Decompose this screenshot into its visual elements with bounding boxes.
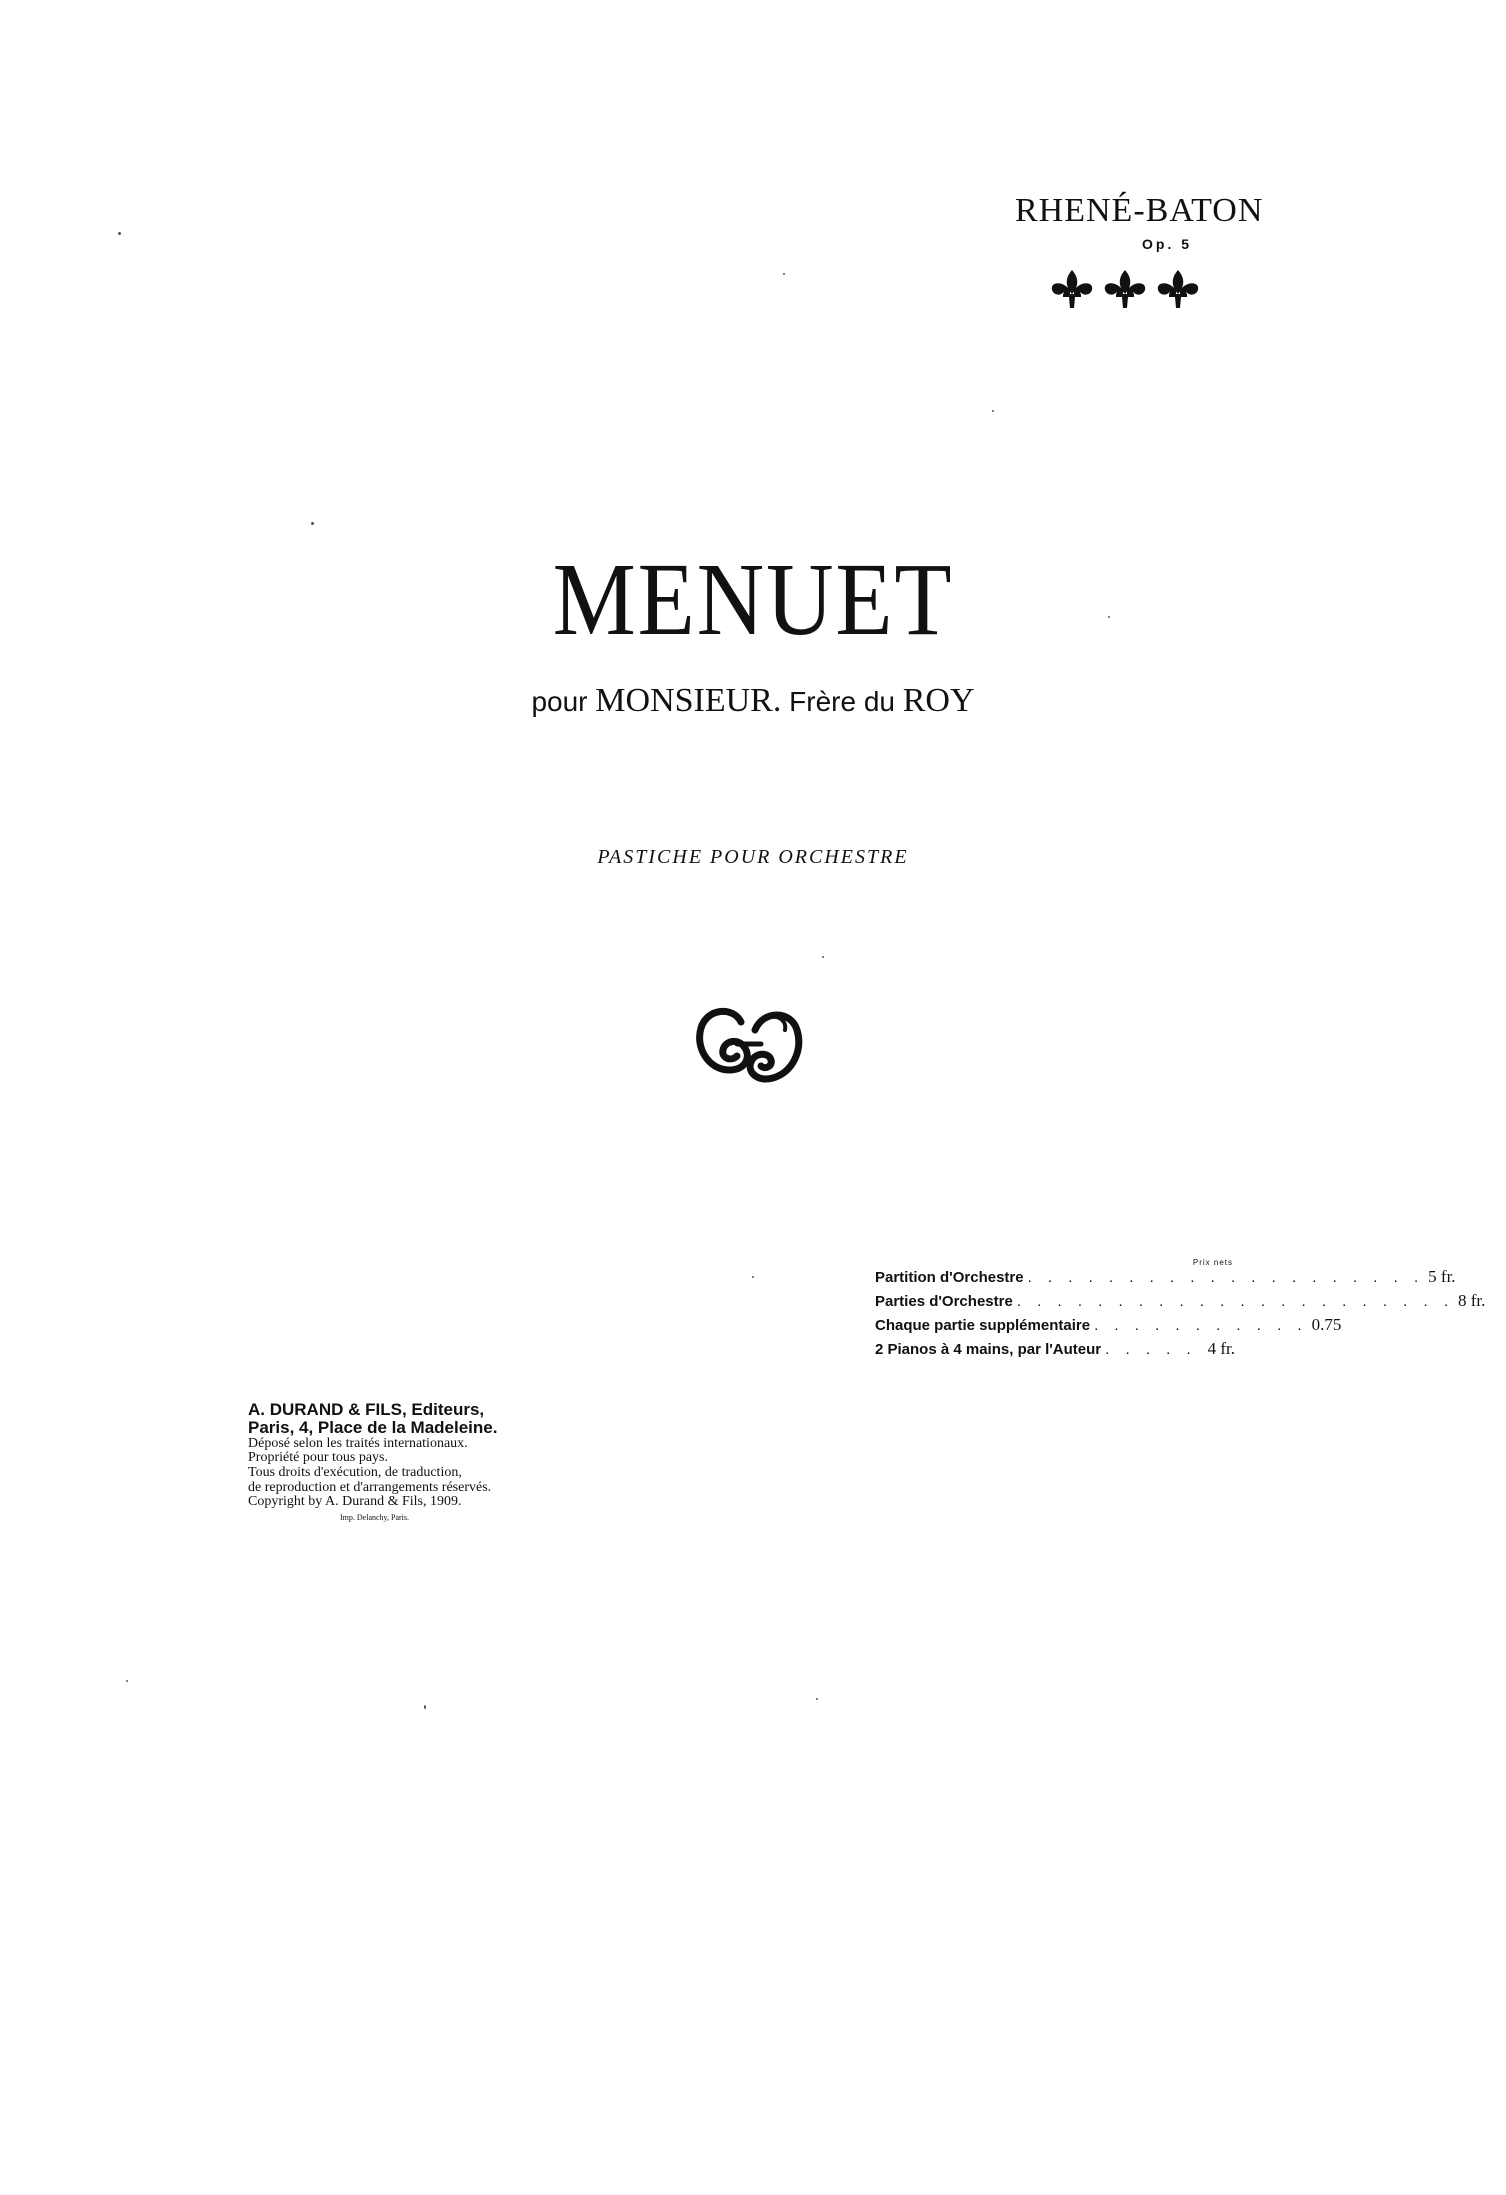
fleur-de-lis-ornament [1050, 262, 1200, 322]
page-title: MENUET [552, 542, 954, 657]
dedication [0, 682, 1506, 720]
price-value: 5 fr. [1428, 1267, 1456, 1286]
scan-speck [752, 1276, 754, 1278]
opus-number: Op. 5 [1142, 236, 1193, 252]
price-label: Parties d'Orchestre [875, 1293, 1013, 1310]
scan-speck [424, 1705, 426, 1709]
price-row [875, 1267, 1456, 1291]
price-label: 2 Pianos à 4 mains, par l'Auteur [875, 1341, 1102, 1358]
dedication-roy: ROY [902, 682, 975, 719]
scan-speck [822, 956, 824, 958]
price-row [875, 1291, 1486, 1315]
price-label: Partition d'Orchestre [875, 1269, 1024, 1286]
publisher-block [248, 1401, 497, 1523]
price-value: 0.75 [1311, 1315, 1342, 1334]
publisher-address: Paris, 4, Place de la Madeleine. [248, 1417, 498, 1437]
price-leader-dots: . . . . . . . . . . . [1094, 1317, 1308, 1334]
legal-notice: Propriété pour tous pays. [248, 1450, 388, 1466]
price-value: 8 fr. [1458, 1291, 1486, 1310]
price-leader-dots: . . . . . . . . . . . . . . . . . . . . . . [1016, 1293, 1455, 1310]
legal-notice: de reproduction et d'arrangements réservés. [248, 1479, 492, 1495]
fleur-de-lis-icon [1052, 270, 1092, 308]
legal-notice: Tous droits d'exécution, de traduction, [248, 1465, 462, 1481]
scan-speck [992, 410, 994, 412]
price-leader-dots: . . . . . . . . . . . . . . . . . . . . [1027, 1269, 1425, 1286]
legal-notice: Déposé selon les traités internationaux. [248, 1435, 468, 1451]
dedication-frere: Frère du [789, 686, 895, 717]
price-list [875, 1258, 1486, 1363]
dedication-monsieur: MONSIEUR. [595, 682, 782, 719]
fleur-de-lis-icon [1105, 270, 1145, 308]
publisher-name: A. DURAND & FILS, Editeurs, [248, 1400, 485, 1419]
price-label: Chaque partie supplémentaire [875, 1317, 1091, 1334]
printer-imprint: Imp. Delanchy, Paris. [340, 1513, 410, 1523]
price-row [875, 1315, 1342, 1339]
price-value: 4 fr. [1207, 1339, 1235, 1358]
work-description: PASTICHE POUR ORCHESTRE [597, 846, 909, 868]
copyright-notice: Copyright by A. Durand & Fils, 1909. [248, 1494, 462, 1510]
scan-speck [126, 1680, 128, 1682]
dedication-pour: pour [531, 686, 588, 717]
publisher-monogram-icon [693, 1000, 805, 1086]
scan-speck [311, 522, 314, 525]
scan-speck [783, 273, 785, 275]
scan-speck [118, 232, 121, 235]
scan-speck [1108, 616, 1110, 618]
price-row [875, 1339, 1235, 1363]
fleur-de-lis-icon [1158, 270, 1198, 308]
price-leader-dots: . . . . . [1105, 1341, 1197, 1358]
price-list-header: Prix nets [1192, 1258, 1233, 1267]
scan-speck [816, 1698, 818, 1700]
composer-name: RHENÉ-BATON [1015, 192, 1264, 229]
